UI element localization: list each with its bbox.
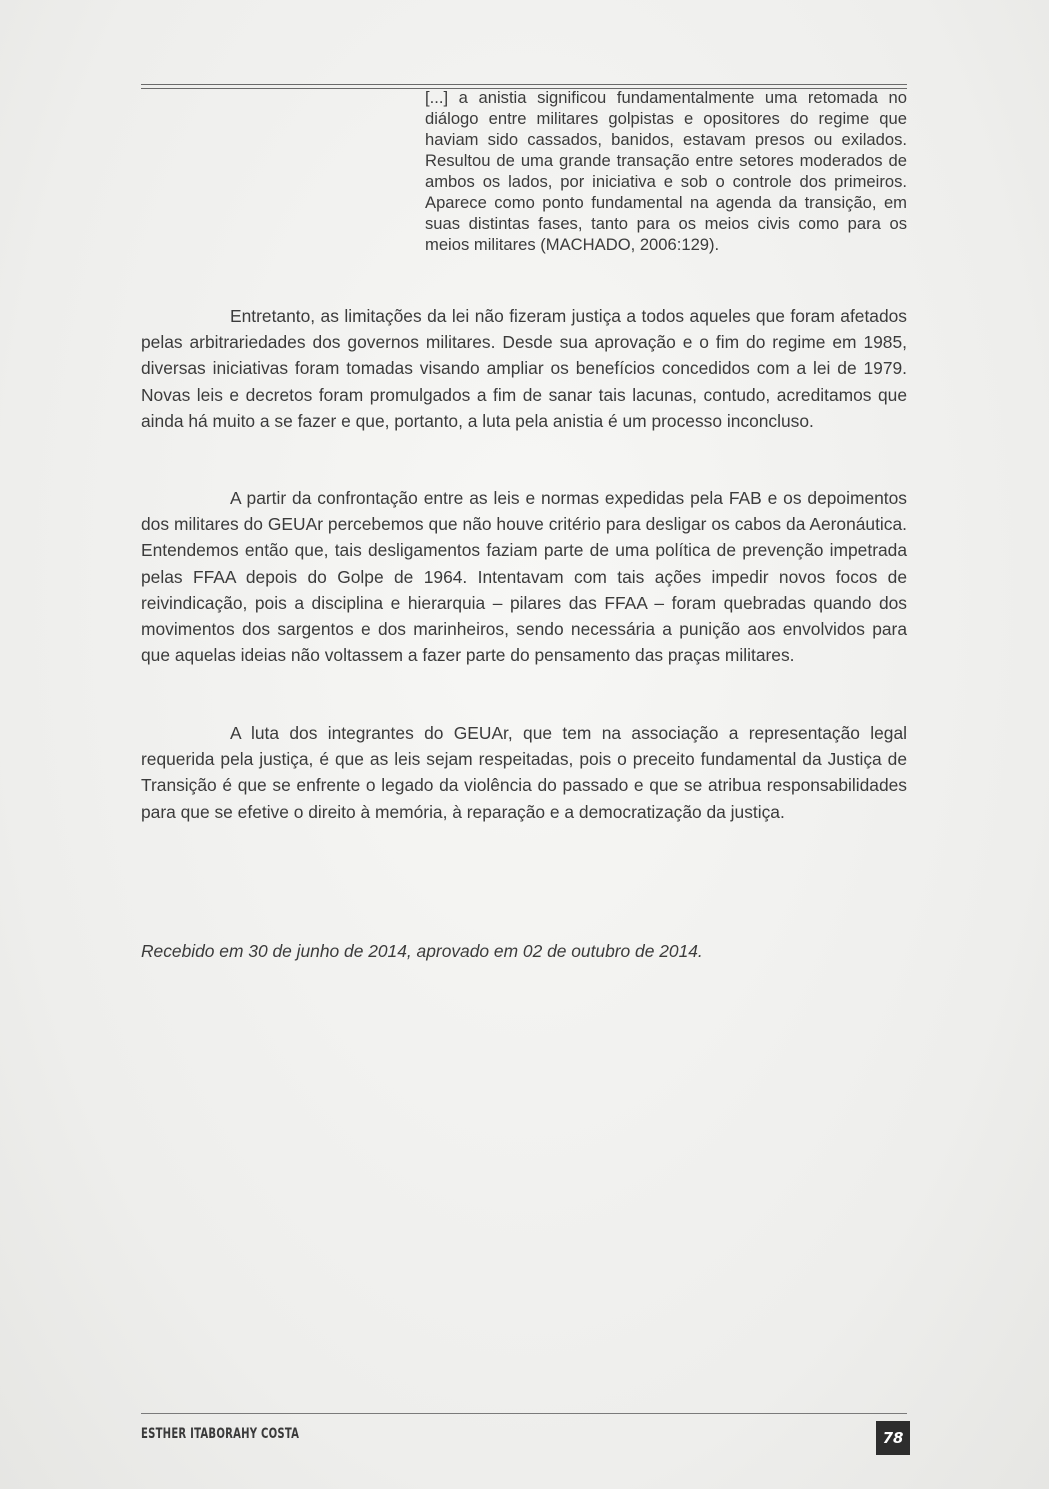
paragraph-2 xyxy=(141,485,907,668)
page-number: 78 xyxy=(876,1421,910,1455)
paragraph-3-text: A luta dos integrantes do GEUAr, que tem na associação a representação legal requerida pela justiça, é que as leis sejam respeitadas, pois o preceito fundamental da Justiça de Transição é que se enfrente o legado da violência do passado e que se atribua responsabilidades para que se efetive o direito à memória, à reparação e a democratização da justiça. xyxy=(141,723,907,822)
footer-rule xyxy=(141,1413,907,1414)
paragraph-1 xyxy=(141,303,907,434)
paragraph-3 xyxy=(141,720,907,825)
footer-author: ESTHER ITABORAHY COSTA xyxy=(141,1426,300,1442)
received-note: Recebido em 30 de junho de 2014, aprovado em 02 de outubro de 2014. xyxy=(141,941,703,961)
header-rule-top xyxy=(141,84,907,85)
block-quote: [...] a anistia significou fundamentalmente uma retomada no diálogo entre militares golpistas e opositores do regime que haviam sido cassados, banidos, estavam presos ou exilados. Resultou de uma grande transação entre setores moderados de ambos os lados, por iniciativa e sob o controle dos primeiros. Aparece como ponto fundamental na agenda da transição, em suas distintas fases, tanto para os meios civis como para os meios militares (MACHADO, 2006:129). xyxy=(425,88,907,254)
paragraph-2-text: A partir da confrontação entre as leis e normas expedidas pela FAB e os depoimentos dos militares do GEUAr percebemos que não houve critério para desligar os cabos da Aeronáutica. Entendemos então que, tais desligamentos faziam parte de uma política de prevenção impetrada pelas FFAA depois do Golpe de 1964. Intentavam com tais ações impedir novos focos de reivindicação, pois a disciplina e hierarquia – pilares das FFAA – foram quebradas quando dos movimentos dos sargentos e dos marinheiros, sendo necessária a punição aos envolvidos para que aquelas ideias não voltassem a fazer parte do pensamento das praças militares. xyxy=(141,488,907,666)
paragraph-1-text: Entretanto, as limitações da lei não fizeram justiça a todos aqueles que foram afetados pelas arbitrariedades dos governos militares. Desde sua aprovação e o fim do regime em 1985, diversas iniciativas foram tomadas visando ampliar os benefícios concedidos com a lei de 1979. Novas leis e decretos foram promulgados a fim de sanar tais lacunas, contudo, acreditamos que ainda há muito a se fazer e que, portanto, a luta pela anistia é um processo inconcluso. xyxy=(141,306,907,431)
